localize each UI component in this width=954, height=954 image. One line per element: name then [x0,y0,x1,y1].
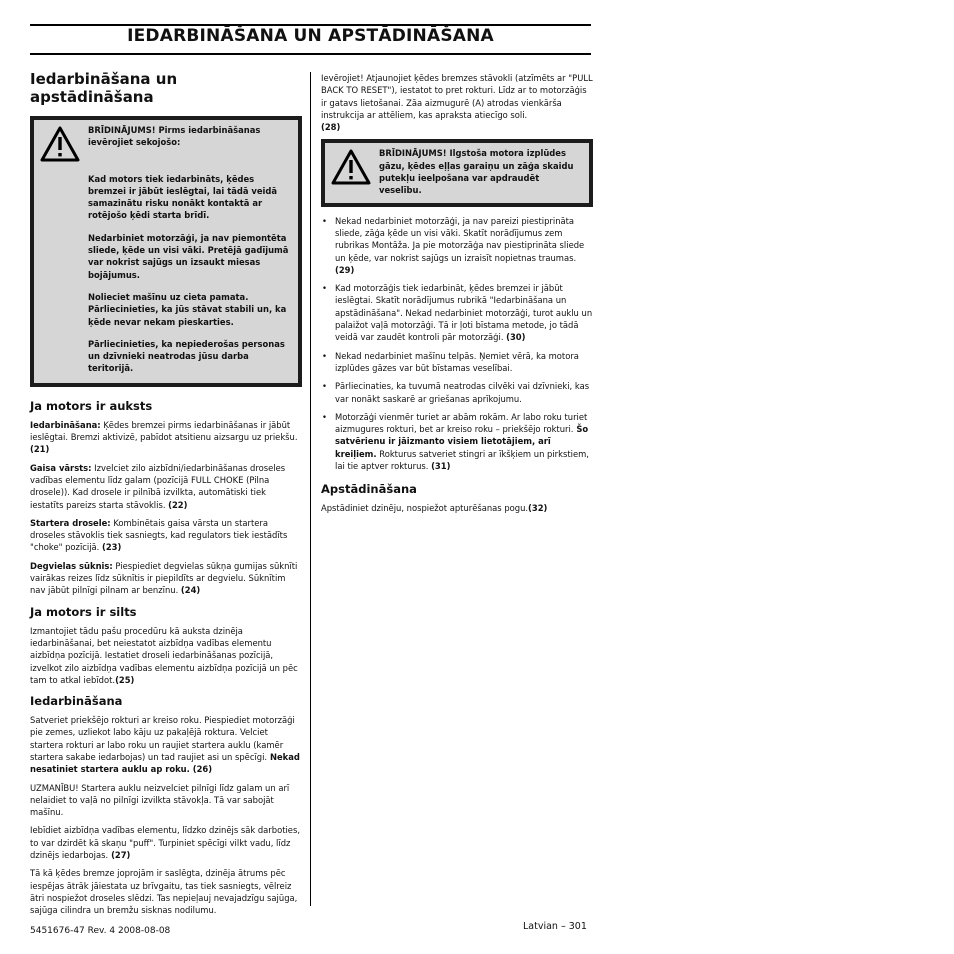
paragraph-start-throttle: Startera drosele: Kombinētais gaisa vārsta un startera droseles stāvoklis tiek sasniegts, kad regulators tiek iestādīts "choke" pozīcijā. (23) [30,517,288,553]
warning-box-starting [30,116,302,387]
left-column [30,70,302,923]
warning-paragraph: Nolieciet mašīnu uz cieta pamata. Pārliecinieties, ka jūs stāvat stabili un, ka ķēde nevar nekam pieskarties. [88,291,287,327]
warning-paragraph: Pārliecinieties, ka nepiederošas personas un dzīvnieki neatrodas jūsu darba teritorijā. [88,338,285,374]
right-column [321,72,593,521]
warning-exhaust-text: BRĪDINĀJUMS! Ilgstoša motora izplūdes gāzu, ķēdes eļļas garaiņu un zāģa skaidu putekļu ieelpošana var apdraudēt veselību. [379,148,574,196]
warning-triangle-icon [40,126,80,162]
footer-doc-number: 5451676-47 Rev. 4 2008-08-08 [30,926,171,936]
column-divider [310,72,311,906]
list-item: • Kad motorzāģis tiek iedarbināt, ķēdes bremzei ir jābūt ieslēgtai. Skatīt norādījumus rubrikā "Iedarbināšana un apstādināšana". Nekad nedarbiniet motorzāģi, turot auklu un palaižot vaļā motorzāģi. Tā ir ļoti bīstama metode, jo tādā veidā var zaudēt kontroli pār motorzāģi. (30) [321,282,593,343]
list-item: • Pārliecinaties, ka tuvumā neatrodas cilvēki vai dzīvnieki, kas var nonākt saskarē ar griešanas aprīkojumu. [321,380,593,405]
paragraph-stopping: Apstādiniet dzinēju, nospiežot apturēšanas pogu.(32) [321,503,548,514]
heading-warm-engine: Ja motors ir silts [30,604,137,619]
paragraph-choke: Gaisa vārsts: Izvelciet zilo aizbīdni/iedarbināšanas droseles vadības elementu līdz galam (pozīcijā FULL CHOKE (Pilna drosele)). Kad drosele ir pilnībā izvilkta, automātiski tiek iestatīts pareizs starta stāvoklis. (22) [30,462,286,510]
paragraph-caution: UZMANĪBU! Startera auklu neizvelciet pilnīgi līdz galam un arī nelaidiet to vaļā no pilnīgi izvilkta stāvokļa. Tā var sabojāt mašīnu. [30,782,290,818]
warning-intro: BRĪDINĀJUMS! Pirms iedarbināšanas ievērojiet sekojošo: [88,125,261,148]
paragraph-chain-brake: Tā kā ķēdes bremze joprojām ir saslēgta, dzinēja ātrums pēc iespējas ātrāk jāiestata uz brīvgaitu, tas tiek sasniegts, vēlreiz ātri nospiežot droseles slēdzi. Tas nepieļauj nevajadzīgu sajūga, sajūga cilindra un bremžu sisknas nodilumu. [30,868,298,916]
heading-stopping: Apstādināšana [321,482,417,497]
paragraph-reset-brake: Ievērojiet! Atjaunojiet ķēdes bremzes stāvokli (atzīmēts ar "PULL BACK TO RESET"), iestatot to pret rokturi. Līdz ar to motorzāģis ir gatavs lietošanai. Zāa aizmugurē (A) atrodas vienkārša instrukcija ar attēliem, kas apraksta atiecīgo soli. (28) [321,73,593,133]
list-item: • Nekad nedarbiniet mašīnu telpās. Ņemiet vērā, ka motora izplūdes gāzes var būt bīstamas veselībai. [321,350,593,375]
safety-bullet-list [321,215,593,473]
list-item: • Motorzāģi vienmēr turiet ar abām rokām. Ar labo roku turiet aizmugures rokturi, bet ar kreiso roku – priekšējo rokturi. Šo satvērienu ir jāizmanto visiem lietotājiem, arī kreiļiem. Rokturus satveriet stingri ar īkšķiem un pirkstiem, lai tie aptver rokturus. (31) [321,411,593,472]
warning-paragraph: Nedarbiniet motorzāģi, ja nav piemontēta sliede, ķēde un visi vāki. Pretējā gadījumā var nokrist sajūgs un izsaukt miesas bojājumus. [88,232,289,280]
paragraph-warm-engine: Izmantojiet tādu pašu procedūru kā auksta dzinēja iedarbināšanai, bet neiestatot aizbīdņa vadības elementu aizbīdņa pozīcijā. Iestatiet droseli iedarbināšanas pozīcijā, izvelkot zilo aizbīdņa vadības elementu aizbīdņa pozīcijā un pēc tam to atkal iebīdot.(25) [30,625,298,685]
section-title: Iedarbināšana un apstādināšana [30,70,178,106]
header-bottom-rule [30,53,591,55]
paragraph-choke-release: Iebīdiet aizbīdņa vadības elementu, līdzko dzinējs sāk darboties, to var dzirdēt kā skaņu "puff". Turpiniet spēcīgi vilkt vadu, līdz dzinējs iedarbojas. (27) [30,825,300,861]
paragraph-starting: Iedarbināšana: Ķēdes bremzei pirms iedarbināšanas ir jābūt ieslēgtai. Bremzi aktivizē, pabīdot atsitienu aizsargu uz priekšu. (21) [30,419,298,455]
warning-paragraph: Kad motors tiek iedarbināts, ķēdes bremzei ir jābūt ieslēgtai, lai tādā veidā samazinātu risku nonākt kontaktā ar rotējošo ķēdi starta brīdī. [88,173,278,221]
page-header-title: IEDARBINĀŠANA UN APSTĀDINĀŠANA [127,26,494,46]
heading-starting: Iedarbināšana [30,694,123,709]
list-item: • Nekad nedarbiniet motorzāģi, ja nav pareizi piestiprināta sliede, zāģa ķēde un visi vāki. Skatīt norādījumus zem rubrikas Montāža. Ja pie motorzāģa nav piestiprināta sliede un ķēde, var nokrist sajūgs un izraisīt nopietnas traumas. (29) [321,215,593,276]
warning-box-exhaust [321,139,593,206]
paragraph-fuel-pump: Degvielas sūknis: Piespiediet degvielas sūkņa gumijas sūknīti vairākas reizes līdz sūknītis ir piepildīts ar degvielu. Sūknītim nav jābūt pilnīgi pilnam ar benzīnu. (24) [30,560,298,596]
heading-cold-engine: Ja motors ir auksts [30,398,153,413]
warning-triangle-icon [331,149,371,185]
footer-page-number: Latvian – 301 [523,921,587,932]
paragraph-starting-procedure: Satveriet priekšējo rokturi ar kreiso roku. Piespiediet motorzāģi pie zemes, uzliekot labo kāju uz pakaļējā roktura. Velciet startera rokturi ar labo roku un raujiet startera auklu (kamēr startera sakabe iedarbojas) un tad raujiet asi un spēcīgi. Nekad nesatiniet startera auklu ap roku. (26) [30,715,300,775]
